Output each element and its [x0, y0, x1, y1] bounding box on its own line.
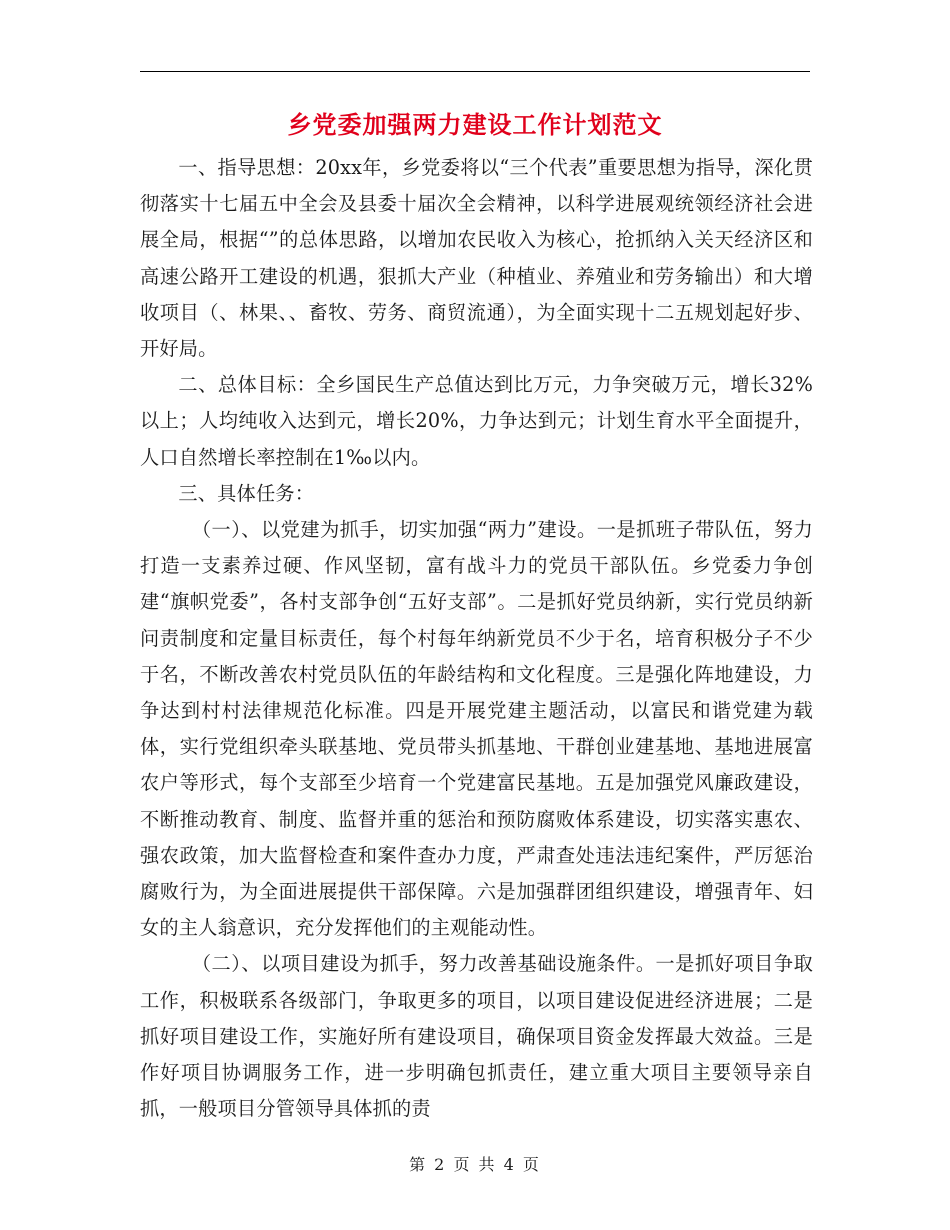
paragraph-task-party-building: （一）、以党建为抓手，切实加强“两力”建设。一是抓班子带队伍，努力打造一支素养过硬、作风坚韧，富有战斗力的党员干部队伍。乡党委力争创建“旗帜党委”，各村支部争创“五好支部”。二是抓好党员纳新，实行党员纳新问责制度和定量目标责任，每个村每年纳新党员不少于名，培育积极分子不少于名，不断改善农村党员队伍的年龄结构和文化程度。三是强化阵地建设，力争达到村村法律规范化标准。四是开展党建主题活动，以富民和谐党建为载体，实行党组织牵头联基地、党员带头抓基地、干群创业建基地、基地进展富农户等形式，每个支部至少培育一个党建富民基地。五是加强党风廉政建设，不断推动教育、制度、监督并重的惩治和预防腐败体系建设，切实落实惠农、强农政策，加大监督检查和案件查办力度，严肃查处违法违纪案件，严厉惩治腐败行为，为全面进展提供干部保障。六是加强群团组织建设，增强青年、妇女的主人翁意识，充分发挥他们的主观能动性。 — [140, 518, 813, 940]
document-title: 乡党委加强两力建设工作计划范文 — [287, 111, 663, 139]
document-body — [140, 150, 813, 1127]
header-rule — [140, 71, 810, 72]
paragraph-guiding-ideology: 一、指导思想：20xx年，乡党委将以“三个代表”重要思想为指导，深化贯彻落实十七届五中全会及县委十届次全会精神，以科学进展观统领经济社会进展全局，根据“”的总体思路，以增加农民收入为核心，抢抓纳入关天经济区和高速公路开工建设的机遇，狠抓大产业（种植业、养殖业和劳务输出）和大增收项目（、林果、、畜牧、劳务、商贸流通），为全面实现十二五规划起好步、开好局。 — [140, 156, 813, 361]
paragraph-specific-tasks-heading: 三、具体任务： — [178, 481, 315, 505]
page-number-footer: 第 2 页 共 4 页 — [409, 1155, 541, 1174]
paragraph-overall-goals: 二、总体目标：全乡国民生产总值达到比万元，力争突破万元，增长32%以上；人均纯收入达到元，增长20%，力争达到元；计划生育水平全面提升，人口自然增长率控制在1‰以内。 — [140, 373, 813, 469]
paragraph-task-project-construction: （二）、以项目建设为抓手，努力改善基础设施条件。一是抓好项目争取工作，积极联系各级部门，争取更多的项目，以项目建设促进经济进展；二是抓好项目建设工作，实施好所有建设项目，确保项目资金发挥最大效益。三是作好项目协调服务工作，进一步明确包抓责任，建立重大项目主要领导亲自抓，一般项目分管领导具体抓的责 — [140, 952, 813, 1121]
